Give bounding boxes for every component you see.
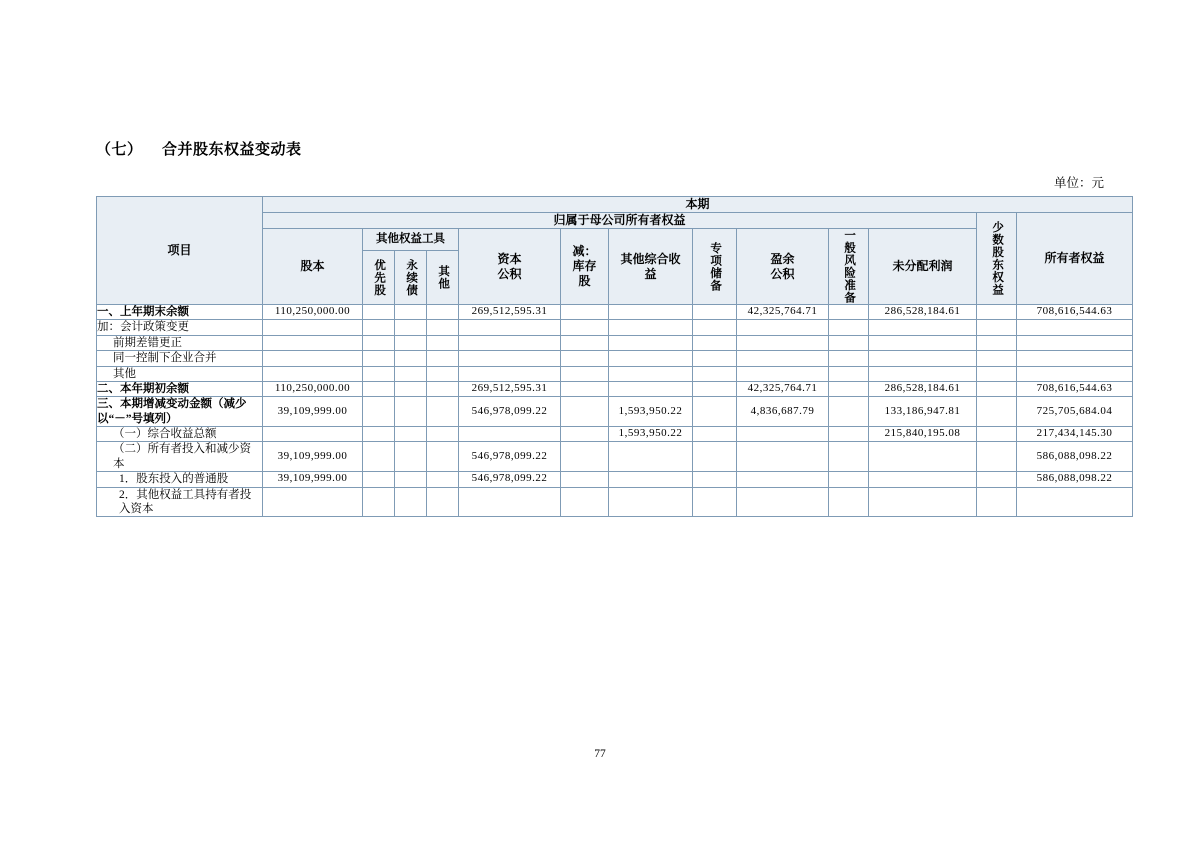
cell bbox=[561, 305, 609, 320]
cell bbox=[1017, 335, 1133, 350]
cell bbox=[609, 487, 693, 517]
cell: 39,109,999.00 bbox=[263, 442, 363, 472]
cell bbox=[561, 487, 609, 517]
unit-label: 单位：元 bbox=[1053, 176, 1104, 190]
cell bbox=[693, 335, 737, 350]
cell bbox=[427, 305, 459, 320]
cell bbox=[693, 472, 737, 487]
cell bbox=[395, 381, 427, 396]
cell bbox=[977, 442, 1017, 472]
cell: 42,325,764.71 bbox=[737, 381, 829, 396]
cell bbox=[977, 427, 1017, 442]
cell bbox=[693, 427, 737, 442]
table-row bbox=[97, 442, 1133, 472]
table-row bbox=[97, 351, 1133, 366]
cell bbox=[395, 305, 427, 320]
cell bbox=[395, 427, 427, 442]
cell bbox=[869, 351, 977, 366]
cell bbox=[363, 366, 395, 381]
cell bbox=[561, 381, 609, 396]
header-preferred-stock: 优先股 bbox=[363, 250, 395, 304]
cell bbox=[427, 472, 459, 487]
cell bbox=[427, 335, 459, 350]
cell: 1,593,950.22 bbox=[609, 397, 693, 427]
cell bbox=[977, 335, 1017, 350]
cell: 217,434,145.30 bbox=[1017, 427, 1133, 442]
cell bbox=[829, 381, 869, 396]
cell bbox=[427, 320, 459, 335]
cell bbox=[977, 487, 1017, 517]
header-general-risk-reserve: 一般风险准备 bbox=[829, 229, 869, 305]
cell bbox=[459, 366, 561, 381]
cell bbox=[609, 442, 693, 472]
cell bbox=[869, 472, 977, 487]
cell bbox=[395, 397, 427, 427]
cell bbox=[829, 335, 869, 350]
cell bbox=[395, 472, 427, 487]
cell bbox=[693, 442, 737, 472]
cell bbox=[977, 320, 1017, 335]
cell bbox=[459, 487, 561, 517]
cell bbox=[1017, 320, 1133, 335]
header-item: 项目 bbox=[97, 197, 263, 305]
cell bbox=[561, 472, 609, 487]
cell bbox=[561, 366, 609, 381]
cell: 133,186,947.81 bbox=[869, 397, 977, 427]
header-treasury-stock: 减： 库存 股 bbox=[561, 229, 609, 305]
cell bbox=[869, 366, 977, 381]
cell bbox=[693, 366, 737, 381]
cell: 546,978,099.22 bbox=[459, 472, 561, 487]
cell: 269,512,595.31 bbox=[459, 381, 561, 396]
cell: 215,840,195.08 bbox=[869, 427, 977, 442]
cell bbox=[609, 472, 693, 487]
cell bbox=[977, 397, 1017, 427]
header-undistributed-profit: 未分配利润 bbox=[869, 229, 977, 305]
header-period: 本期 bbox=[263, 197, 1133, 213]
header-special-reserve: 专项储备 bbox=[693, 229, 737, 305]
cell: 586,088,098.22 bbox=[1017, 442, 1133, 472]
cell bbox=[693, 305, 737, 320]
cell bbox=[363, 427, 395, 442]
section-title: 合并股东权益变动表 bbox=[162, 142, 302, 158]
cell: 110,250,000.00 bbox=[263, 381, 363, 396]
cell bbox=[363, 320, 395, 335]
cell bbox=[609, 366, 693, 381]
cell bbox=[427, 366, 459, 381]
cell bbox=[459, 427, 561, 442]
table-row bbox=[97, 472, 1133, 487]
cell: 725,705,684.04 bbox=[1017, 397, 1133, 427]
cell bbox=[693, 381, 737, 396]
cell bbox=[829, 366, 869, 381]
cell bbox=[561, 351, 609, 366]
table-body bbox=[97, 305, 1133, 517]
cell bbox=[427, 487, 459, 517]
cell: 39,109,999.00 bbox=[263, 397, 363, 427]
row-label: 同一控制下企业合并 bbox=[97, 351, 263, 366]
header-other-comprehensive-income: 其他综合收 益 bbox=[609, 229, 693, 305]
cell bbox=[737, 472, 829, 487]
cell bbox=[869, 320, 977, 335]
header-minority-interest: 少数股东权益 bbox=[977, 213, 1017, 305]
cell bbox=[829, 397, 869, 427]
cell: 4,836,687.79 bbox=[737, 397, 829, 427]
cell bbox=[829, 487, 869, 517]
cell bbox=[977, 472, 1017, 487]
cell bbox=[263, 366, 363, 381]
cell bbox=[829, 320, 869, 335]
header-other-equity-instruments: 其他权益工具 bbox=[363, 229, 459, 251]
cell bbox=[263, 487, 363, 517]
cell bbox=[977, 305, 1017, 320]
table-row bbox=[97, 335, 1133, 350]
cell bbox=[737, 427, 829, 442]
row-label: 加：会计政策变更 bbox=[97, 320, 263, 335]
row-label: （二）所有者投入和减少资本 bbox=[97, 442, 263, 472]
cell: 269,512,595.31 bbox=[459, 305, 561, 320]
cell bbox=[561, 397, 609, 427]
cell bbox=[395, 335, 427, 350]
row-label: 一、上年期末余额 bbox=[97, 305, 263, 320]
cell bbox=[263, 427, 363, 442]
table-row bbox=[97, 381, 1133, 396]
cell bbox=[869, 335, 977, 350]
cell bbox=[829, 427, 869, 442]
cell bbox=[737, 366, 829, 381]
cell bbox=[977, 366, 1017, 381]
cell bbox=[395, 351, 427, 366]
cell bbox=[395, 442, 427, 472]
row-label: 2．其他权益工具持有者投入资本 bbox=[97, 487, 263, 517]
row-label: 其他 bbox=[97, 366, 263, 381]
cell bbox=[561, 442, 609, 472]
cell bbox=[737, 335, 829, 350]
cell bbox=[609, 381, 693, 396]
cell bbox=[1017, 351, 1133, 366]
cell: 708,616,544.63 bbox=[1017, 381, 1133, 396]
cell bbox=[427, 381, 459, 396]
table-row bbox=[97, 427, 1133, 442]
table-row bbox=[97, 305, 1133, 320]
cell bbox=[363, 381, 395, 396]
cell bbox=[363, 442, 395, 472]
table-row bbox=[97, 320, 1133, 335]
cell bbox=[737, 320, 829, 335]
cell bbox=[829, 305, 869, 320]
table-row bbox=[97, 397, 1133, 427]
cell bbox=[609, 305, 693, 320]
cell bbox=[459, 335, 561, 350]
page-title bbox=[96, 138, 302, 159]
cell bbox=[263, 351, 363, 366]
cell bbox=[977, 351, 1017, 366]
cell: 1,593,950.22 bbox=[609, 427, 693, 442]
cell: 39,109,999.00 bbox=[263, 472, 363, 487]
cell: 286,528,184.61 bbox=[869, 305, 977, 320]
page-number: 77 bbox=[594, 748, 606, 760]
cell: 546,978,099.22 bbox=[459, 397, 561, 427]
cell bbox=[609, 335, 693, 350]
cell bbox=[427, 397, 459, 427]
cell bbox=[737, 442, 829, 472]
header-parent-equity: 归属于母公司所有者权益 bbox=[263, 213, 977, 229]
header-surplus-reserve: 盈余 公积 bbox=[737, 229, 829, 305]
cell bbox=[395, 366, 427, 381]
cell: 286,528,184.61 bbox=[869, 381, 977, 396]
row-label: 前期差错更正 bbox=[97, 335, 263, 350]
cell bbox=[459, 351, 561, 366]
header-share-capital: 股本 bbox=[263, 229, 363, 305]
cell bbox=[561, 335, 609, 350]
cell: 708,616,544.63 bbox=[1017, 305, 1133, 320]
cell bbox=[977, 381, 1017, 396]
table-row bbox=[97, 366, 1133, 381]
cell bbox=[459, 320, 561, 335]
cell bbox=[693, 320, 737, 335]
cell bbox=[1017, 366, 1133, 381]
cell bbox=[829, 351, 869, 366]
cell: 546,978,099.22 bbox=[459, 442, 561, 472]
cell: 586,088,098.22 bbox=[1017, 472, 1133, 487]
cell bbox=[427, 351, 459, 366]
header-other-instrument: 其他 bbox=[427, 250, 459, 304]
cell bbox=[561, 320, 609, 335]
cell bbox=[609, 351, 693, 366]
cell bbox=[693, 397, 737, 427]
cell bbox=[363, 397, 395, 427]
header-perpetual-bond: 永续债 bbox=[395, 250, 427, 304]
cell bbox=[1017, 487, 1133, 517]
cell bbox=[395, 487, 427, 517]
cell bbox=[737, 487, 829, 517]
row-label: 三、本期增减变动金额（减少以“－”号填列） bbox=[97, 397, 263, 427]
cell bbox=[609, 320, 693, 335]
cell bbox=[427, 442, 459, 472]
cell bbox=[363, 472, 395, 487]
cell bbox=[363, 335, 395, 350]
table-header-row bbox=[97, 197, 1133, 213]
section-number: （七） bbox=[96, 142, 143, 158]
equity-change-table bbox=[96, 196, 1133, 517]
cell bbox=[363, 351, 395, 366]
cell bbox=[829, 472, 869, 487]
row-label: 1．股东投入的普通股 bbox=[97, 472, 263, 487]
cell bbox=[693, 351, 737, 366]
cell bbox=[869, 442, 977, 472]
header-capital-reserve: 资本 公积 bbox=[459, 229, 561, 305]
cell bbox=[263, 320, 363, 335]
cell bbox=[427, 427, 459, 442]
cell: 110,250,000.00 bbox=[263, 305, 363, 320]
cell bbox=[737, 351, 829, 366]
row-label: 二、本年期初余额 bbox=[97, 381, 263, 396]
cell bbox=[263, 335, 363, 350]
cell bbox=[829, 442, 869, 472]
cell bbox=[693, 487, 737, 517]
cell bbox=[363, 305, 395, 320]
cell bbox=[363, 487, 395, 517]
cell bbox=[395, 320, 427, 335]
cell bbox=[869, 487, 977, 517]
header-total-equity: 所有者权益 bbox=[1017, 213, 1133, 305]
cell bbox=[561, 427, 609, 442]
cell: 42,325,764.71 bbox=[737, 305, 829, 320]
table-row bbox=[97, 487, 1133, 517]
row-label: （一）综合收益总额 bbox=[97, 427, 263, 442]
